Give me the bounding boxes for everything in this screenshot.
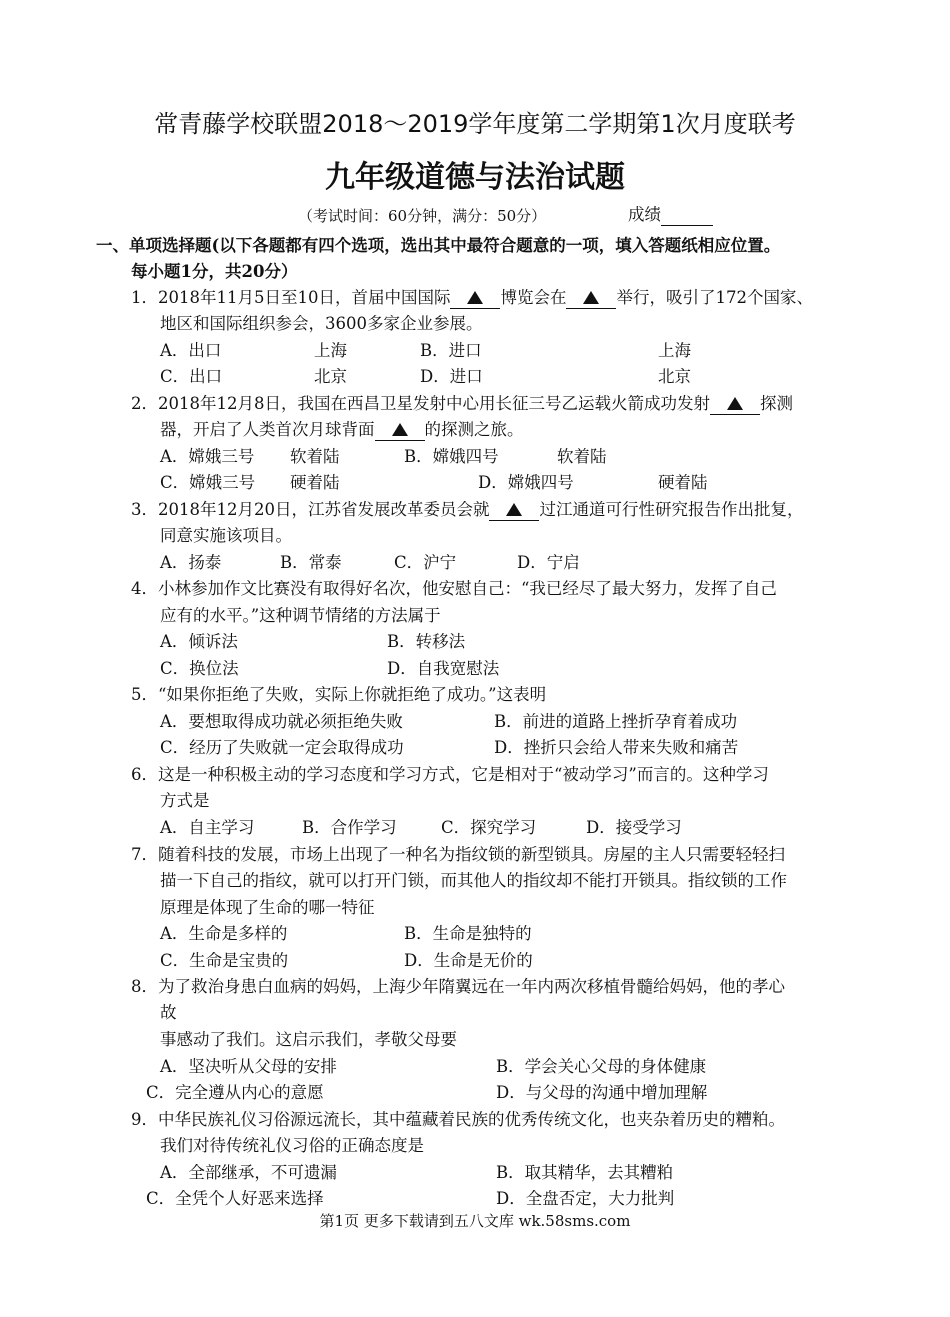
score-blank (661, 205, 713, 226)
q8-option-c: C．完全遵从内心的意愿 (146, 1083, 324, 1102)
q2-option-b-mode: 软着陆 (557, 447, 607, 466)
answer-blank (450, 288, 500, 309)
q1-option-a: A．出口 (160, 341, 222, 360)
q5-option-a: A．要想取得成功就必须拒绝失败 (160, 712, 403, 731)
q2-option-b: B．嫦娥四号 (404, 447, 499, 466)
q4-option-c: C．换位法 (160, 659, 239, 678)
question-2: 2．2018年12月8日，我国在西昌卫星发射中心用长征三号乙运载火箭成功发射 探测 (131, 394, 793, 413)
q1-line2: 地区和国际组织参会，3600多家企业参展。 (160, 314, 483, 333)
q6-line2: 方式是 (160, 791, 210, 810)
q2-option-a-mode: 软着陆 (290, 447, 340, 466)
triangle-icon (467, 291, 483, 304)
q7-line3: 原理是体现了生命的哪一特征 (160, 898, 375, 917)
question-8: 8．为了救治身患白血病的妈妈，上海少年隋翼远在一年内两次移植骨髓给妈妈，他的孝心 (131, 977, 785, 996)
question-5: 5．“如果你拒绝了失败，实际上你就拒绝了成功。”这表明 (131, 685, 547, 704)
q7-line2: 描一下自己的指纹，就可以打开门锁，而其他人的指纹却不能打开锁具。指纹锁的工作 (160, 871, 787, 890)
q1-option-d-place: 北京 (658, 367, 691, 386)
section1-heading-line2: 每小题1分，共20分） (131, 262, 298, 281)
section1-heading-line1: 一、单项选择题(以下各题都有四个选项，选出其中最符合题意的一项，填入答题纸相应位置。 (96, 236, 781, 255)
q6-option-c: C．探究学习 (441, 818, 537, 837)
q9-option-d: D．全盘否定，大力批判 (496, 1189, 675, 1208)
q6-number: 6． (131, 765, 158, 784)
q1-option-c-place: 北京 (314, 367, 347, 386)
exam-title-line1: 常青藤学校联盟2018～2019学年度第二学期第1次月度联考 (154, 110, 796, 138)
score-field (628, 205, 713, 226)
q8-option-a: A．坚决听从父母的安排 (160, 1057, 337, 1076)
q5-number: 5． (131, 685, 158, 704)
q5-option-c: C．经历了失败就一定会取得成功 (160, 738, 404, 757)
q3-option-a: A．扬泰 (160, 553, 222, 572)
triangle-icon (506, 503, 522, 516)
q3-option-b: B．常泰 (280, 553, 342, 572)
score-label: 成绩 (628, 205, 661, 224)
q8-option-d: D．与父母的沟通中增加理解 (496, 1083, 708, 1102)
q7-number: 7． (131, 845, 158, 864)
q6-option-a: A．自主学习 (160, 818, 255, 837)
question-1: 1．2018年11月5日至10日，首届中国国际 博览会在 举行，吸引了172个国家、 (131, 288, 813, 307)
q5-option-b: B．前进的道路上挫折孕育着成功 (494, 712, 738, 731)
q3-number: 3． (131, 500, 158, 519)
q1-option-d: D．进口 (420, 367, 483, 386)
q6-option-b: B．合作学习 (302, 818, 397, 837)
q8-option-b: B．学会关心父母的身体健康 (496, 1057, 707, 1076)
q1-option-b-place: 上海 (658, 341, 691, 360)
q9-option-b: B．取其精华，去其糟粕 (496, 1163, 674, 1182)
question-9: 9．中华民族礼仪习俗源远流长，其中蕴藏着民族的优秀传统文化，也夹杂着历史的糟粕。 (131, 1110, 785, 1129)
q8-number: 8． (131, 977, 158, 996)
q2-line2: 器，开启了人类首次月球背面 的探测之旅。 (160, 420, 524, 439)
q5-option-d: D．挫折只会给人带来失败和痛苦 (494, 738, 739, 757)
triangle-icon (392, 423, 408, 436)
q2-number: 2． (131, 394, 158, 413)
q8-line2: 故 (160, 1003, 177, 1022)
q4-number: 4． (131, 579, 158, 598)
q7-option-a: A．生命是多样的 (160, 924, 288, 943)
question-4: 4．小林参加作文比赛没有取得好名次，他安慰自己：“我已经尽了最大努力，发挥了自己 (131, 579, 777, 598)
answer-blank (489, 500, 539, 521)
q7-option-b: B．生命是独特的 (404, 924, 532, 943)
q3-option-d: D．宁启 (517, 553, 580, 572)
q4-line2: 应有的水平。”这种调节情绪的方法属于 (160, 606, 441, 625)
q1-option-b: B．进口 (420, 341, 482, 360)
q9-option-c: C．全凭个人好恶来选择 (146, 1189, 324, 1208)
exam-title-line2: 九年级道德与法治试题 (325, 160, 625, 195)
answer-blank (566, 288, 616, 309)
q2-option-d: D．嫦娥四号 (478, 473, 574, 492)
triangle-icon (727, 397, 743, 410)
q3-option-c: C．沪宁 (394, 553, 457, 572)
exam-info: （考试时间：60分钟，满分：50分） (298, 207, 547, 225)
page-footer: 第1页 更多下载请到五八文库 wk.58sms.com (319, 1212, 631, 1230)
answer-blank (375, 420, 425, 441)
q7-option-c: C．生命是宝贵的 (160, 951, 289, 970)
q7-option-d: D．生命是无价的 (404, 951, 533, 970)
triangle-icon (583, 291, 599, 304)
q2-option-c: C．嫦娥三号 (160, 473, 256, 492)
q2-option-d-mode: 硬着陆 (658, 473, 708, 492)
question-7: 7．随着科技的发展，市场上出现了一种名为指纹锁的新型锁具。房屋的主人只需要轻轻扫 (131, 845, 785, 864)
question-6: 6．这是一种积极主动的学习态度和学习方式，它是相对于“被动学习”而言的。这种学习 (131, 765, 769, 784)
q4-option-a: A．倾诉法 (160, 632, 238, 651)
q9-number: 9． (131, 1110, 158, 1129)
q6-option-d: D．接受学习 (586, 818, 682, 837)
q1-option-a-place: 上海 (314, 341, 347, 360)
q1-option-c: C．出口 (160, 367, 223, 386)
q4-option-d: D．自我宽慰法 (387, 659, 500, 678)
q3-line2: 同意实施该项目。 (160, 526, 292, 545)
q1-number: 1． (131, 288, 158, 307)
q4-option-b: B．转移法 (387, 632, 466, 651)
q9-option-a: A．全部继承，不可遗漏 (160, 1163, 337, 1182)
answer-blank (710, 394, 760, 415)
q8-line3: 事感动了我们。这启示我们，孝敬父母要 (160, 1030, 457, 1049)
q2-option-c-mode: 硬着陆 (290, 473, 340, 492)
q9-line2: 我们对待传统礼仪习俗的正确态度是 (160, 1136, 424, 1155)
question-3: 3．2018年12月20日，江苏省发展改革委员会就 过江通道可行性研究报告作出批复， (131, 500, 804, 519)
q2-option-a: A．嫦娥三号 (160, 447, 255, 466)
